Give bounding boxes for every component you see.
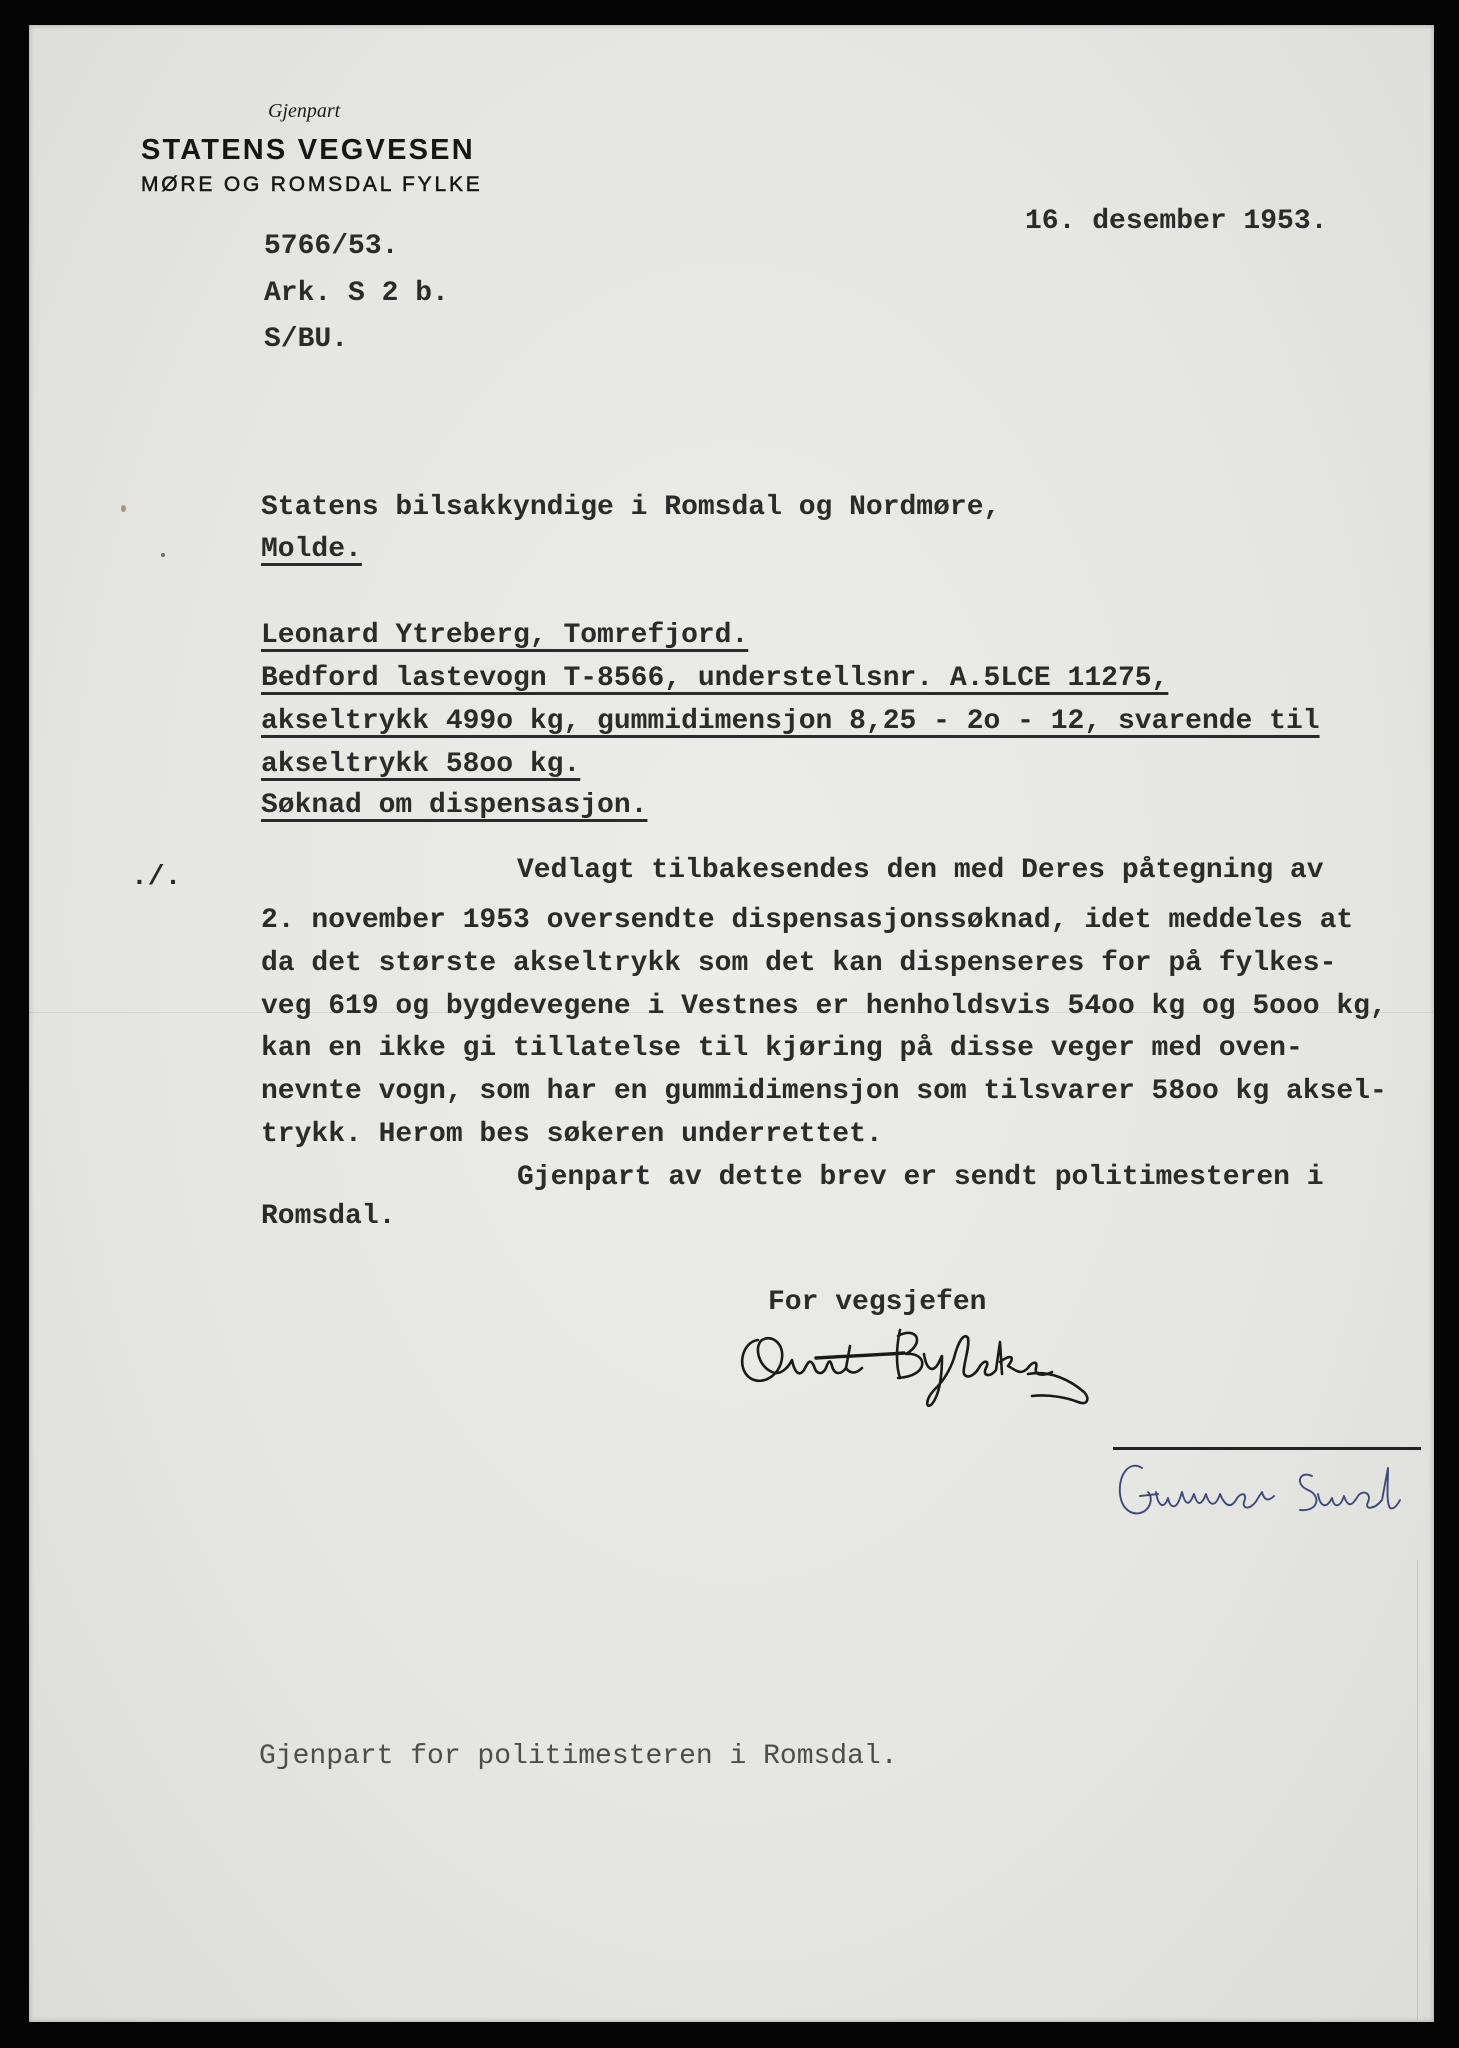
body-line: 2. november 1953 oversendte dispensasjonssøknad, idet meddeles at (261, 905, 1354, 936)
enclosure-mark: ./. (131, 862, 182, 893)
paper-sheet (29, 25, 1434, 2022)
fold-crease-vertical (1417, 1560, 1418, 2020)
signature-countersign (1112, 1454, 1407, 1529)
subject-line: akseltrykk 58oo kg. (261, 749, 581, 780)
subject-line: akseltrykk 499o kg, gummidimensjon 8,25 - 2o - 12, svarende til (261, 706, 1320, 737)
paper-stain (121, 505, 126, 512)
body-line: trykk. Herom bes søkeren underrettet. (261, 1119, 883, 1150)
recipient-city: Molde. (261, 534, 362, 565)
signature-line (1113, 1447, 1421, 1450)
copy-mark: Gjenpart (268, 100, 341, 122)
initials: S/BU. (264, 324, 349, 355)
body-line: kan en ikke gi tillatelse til kjøring på disse veger med oven- (261, 1033, 1303, 1064)
agency-region: MØRE OG ROMSDAL FYLKE (141, 173, 483, 196)
letter-date: 16. desember 1953. (1025, 206, 1328, 237)
body-line: Romsdal. (261, 1201, 396, 1232)
copy-note: Gjenpart for politimesteren i Romsdal. (259, 1741, 898, 1772)
body-line: Gjenpart av dette brev er sendt politimesteren i (517, 1162, 1324, 1193)
paper-stain (161, 553, 165, 557)
journal-number: 5766/53. (264, 231, 399, 262)
recipient-name: Statens bilsakkyndige i Romsdal og Nordmøre, (261, 492, 1001, 523)
body-line: da det største akseltrykk som det kan dispenseres for på fylkes- (261, 948, 1337, 979)
subject-line: Leonard Ytreberg, Tomrefjord. (261, 620, 749, 651)
agency-name: STATENS VEGVESEN (141, 134, 475, 166)
subject-line: Søknad om dispensasjon. (261, 790, 648, 821)
body-line: nevnte vogn, som har en gummidimensjon som tilsvarer 58oo kg aksel- (261, 1076, 1387, 1107)
body-line: Vedlagt tilbakesendes den med Deres påtegning av (517, 855, 1324, 886)
subject-line: Bedford lastevogn T-8566, understellsnr. A.5LCE 11275, (261, 663, 1169, 694)
closing-line: For vegsjefen (768, 1287, 987, 1318)
signature-vegsjefen (728, 1318, 1098, 1418)
archive-code: Ark. S 2 b. (264, 278, 449, 309)
body-line: veg 619 og bygdevegene i Vestnes er henholdsvis 54oo kg og 5ooo kg, (261, 991, 1387, 1022)
